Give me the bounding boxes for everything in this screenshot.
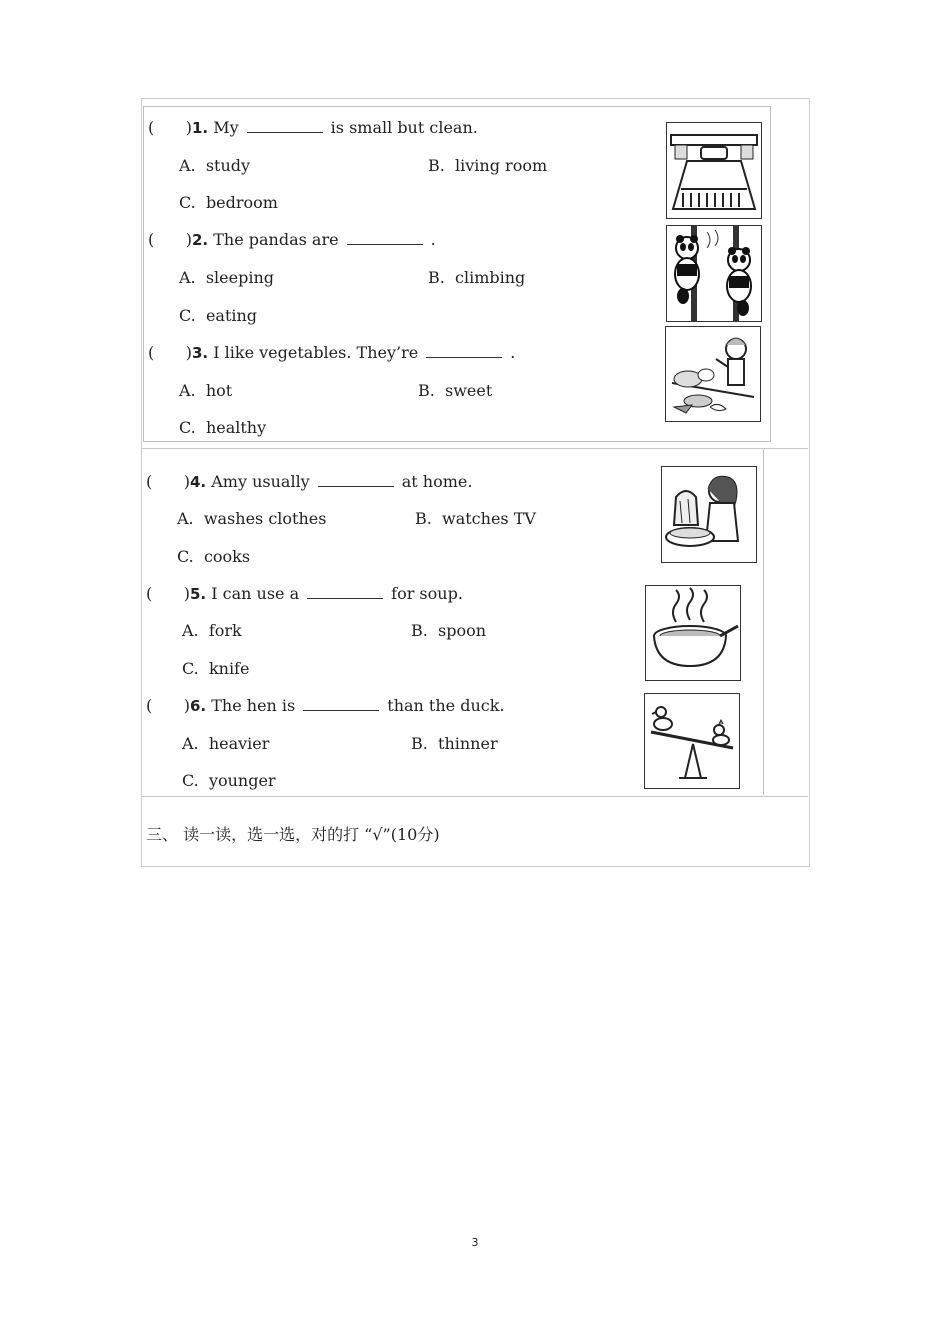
answer-bracket[interactable]: ( ) bbox=[148, 118, 192, 137]
fill-blank bbox=[426, 345, 502, 358]
option-b[interactable]: B. living room bbox=[428, 156, 548, 175]
question-1: ( ) 1. My is small but clean. bbox=[148, 118, 478, 137]
fill-blank bbox=[247, 120, 323, 133]
seesaw-picture bbox=[644, 693, 740, 789]
fill-blank bbox=[307, 586, 383, 599]
question-3: ( ) 3. I like vegetables. They’re . bbox=[148, 343, 516, 362]
question-6: ( ) 6. The hen is than the duck. bbox=[146, 696, 505, 715]
option-a[interactable]: A. fork bbox=[182, 621, 242, 640]
option-c[interactable]: C. eating bbox=[179, 306, 258, 325]
option-b[interactable]: B. climbing bbox=[428, 268, 526, 287]
answer-bracket[interactable]: ( ) bbox=[146, 696, 190, 715]
option-b[interactable]: B. watches TV bbox=[415, 509, 536, 528]
question-4: ( ) 4. Amy usually at home. bbox=[146, 472, 473, 491]
option-a[interactable]: A. washes clothes bbox=[177, 509, 327, 528]
option-a[interactable]: A. heavier bbox=[182, 734, 270, 753]
option-c[interactable]: C. bedroom bbox=[179, 193, 278, 212]
option-a[interactable]: A. study bbox=[179, 156, 251, 175]
answer-bracket[interactable]: ( ) bbox=[146, 584, 190, 603]
divider bbox=[141, 796, 808, 797]
question-2: ( ) 2. The pandas are . bbox=[148, 230, 436, 249]
answer-bracket[interactable]: ( ) bbox=[148, 230, 192, 249]
soup-bowl-picture bbox=[645, 585, 741, 681]
washing-clothes-picture bbox=[661, 466, 757, 563]
section-3-heading: 三、 读一读，选一选，对的打 “√”(10分) bbox=[146, 825, 440, 844]
option-c[interactable]: C. healthy bbox=[179, 418, 267, 437]
fill-blank bbox=[303, 698, 379, 711]
option-c[interactable]: C. knife bbox=[182, 659, 250, 678]
option-c[interactable]: C. younger bbox=[182, 771, 276, 790]
option-b[interactable]: B. thinner bbox=[411, 734, 498, 753]
page-number: 3 bbox=[471, 1236, 479, 1249]
answer-bracket[interactable]: ( ) bbox=[146, 472, 190, 491]
vegetables-picture bbox=[665, 326, 761, 422]
answer-bracket[interactable]: ( ) bbox=[148, 343, 192, 362]
bed-picture bbox=[666, 122, 762, 219]
fill-blank bbox=[347, 232, 423, 245]
option-b[interactable]: B. spoon bbox=[411, 621, 487, 640]
pandas-climbing-picture bbox=[666, 225, 762, 322]
fill-blank bbox=[318, 474, 394, 487]
option-a[interactable]: A. sleeping bbox=[179, 268, 274, 287]
divider bbox=[141, 448, 808, 449]
option-b[interactable]: B. sweet bbox=[418, 381, 493, 400]
option-c[interactable]: C. cooks bbox=[177, 547, 251, 566]
option-a[interactable]: A. hot bbox=[179, 381, 233, 400]
question-5: ( ) 5. I can use a for soup. bbox=[146, 584, 463, 603]
